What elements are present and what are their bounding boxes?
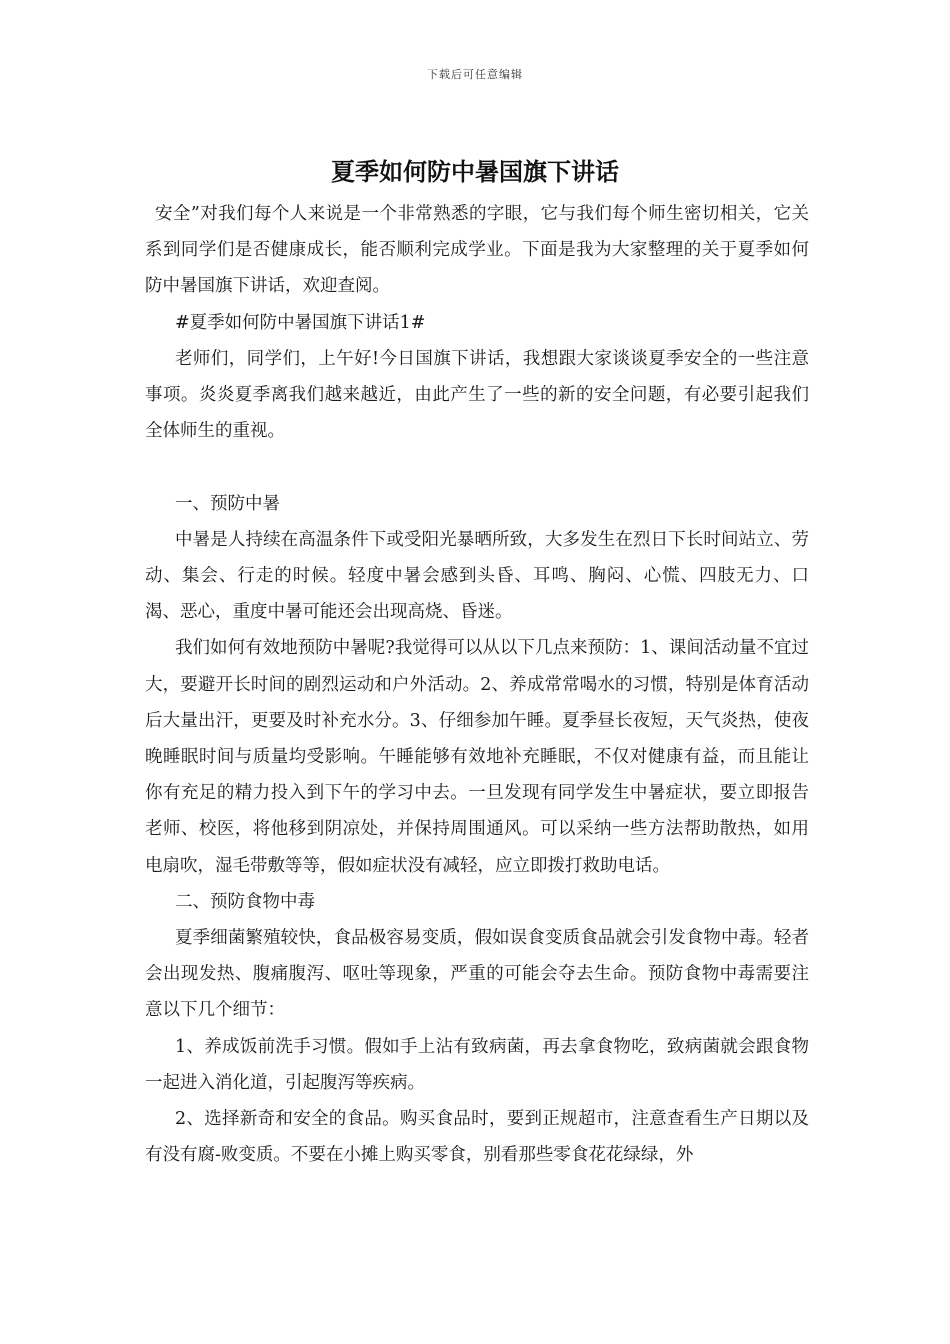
page-title: 夏季如何防中暑国旗下讲话 — [331, 158, 619, 186]
section2-item-1: 1、养成饭前洗手习惯。假如手上沾有致病菌，再去拿食物吃，致病菌就会跟食物一起进入消化道，引起腹泻等疾病。 — [145, 1036, 809, 1093]
section2-paragraph-1: 夏季细菌繁殖较快，食品极容易变质，假如误食变质食品就会引发食物中毒。轻者会出现发热、腹痛腹泻、呕吐等现象，严重的可能会夺去生命。预防食物中毒需要注意以下几个细节： — [145, 928, 809, 1021]
section1-paragraph-1: 中暑是人持续在高温条件下或受阳光暴晒所致，大多发生在烈日下长时间站立、劳动、集会、行走的时候。轻度中暑会感到头昏、耳鸣、胸闷、心慌、四肢无力、口渴、恶心，重度中暑可能还会出现高烧、昏迷。 — [145, 529, 809, 623]
subheading: #夏季如何防中暑国旗下讲话1# — [175, 312, 426, 333]
section1-paragraph-2: 我们如何有效地预防中暑呢?我觉得可以从以下几点来预防：1、课间活动量不宜过大，要避开长时间的剧烈运动和户外活动。2、养成常常喝水的习惯，特别是体育活动后大量出汗，更要及时补充水分。3、仔细参加午睡。夏季昼长夜短，天气炎热，使夜晚睡眠时间与质量均受影响。午睡能够有效地补充睡眠，不仅对健康有益，而且能让你有充足的精力投入到下午的学习中去。一旦发现有同学发生中暑症状，要立即报告老师、校医，将他移到阴凉处，并保持周围通风。可以采纳一些方法帮助散热，如用电扇吹，湿毛带敷等等，假如症状没有减轻，应立即拨打救助电话。 — [145, 638, 809, 876]
section1-title: 一、预防中暑 — [175, 493, 280, 514]
header-note: 下载后可任意编辑 — [427, 68, 523, 81]
intro-paragraph: 安全”对我们每个人来说是一个非常熟悉的字眼，它与我们每个师生密切相关，它关系到同学们是否健康成长，能否顺利完成学业。下面是我为大家整理的关于夏季如何防中暑国旗下讲话，欢迎查阅。 — [145, 204, 809, 297]
blank-line — [145, 449, 809, 485]
document-body — [145, 196, 809, 1173]
section2-title: 二、预防食物中毒 — [175, 891, 315, 912]
section2-item-2: 2、选择新奇和安全的食品。购买食品时，要到正规超市，注意查看生产日期以及有没有腐-败变质。不要在小摊上购买零食，别看那些零食花花绿绿，外 — [145, 1109, 809, 1166]
greeting-paragraph: 老师们，同学们，上午好!今日国旗下讲话，我想跟大家谈谈夏季安全的一些注意事项。炎炎夏季离我们越来越近，由此产生了一些的新的安全问题，有必要引起我们全体师生的重视。 — [145, 348, 809, 442]
